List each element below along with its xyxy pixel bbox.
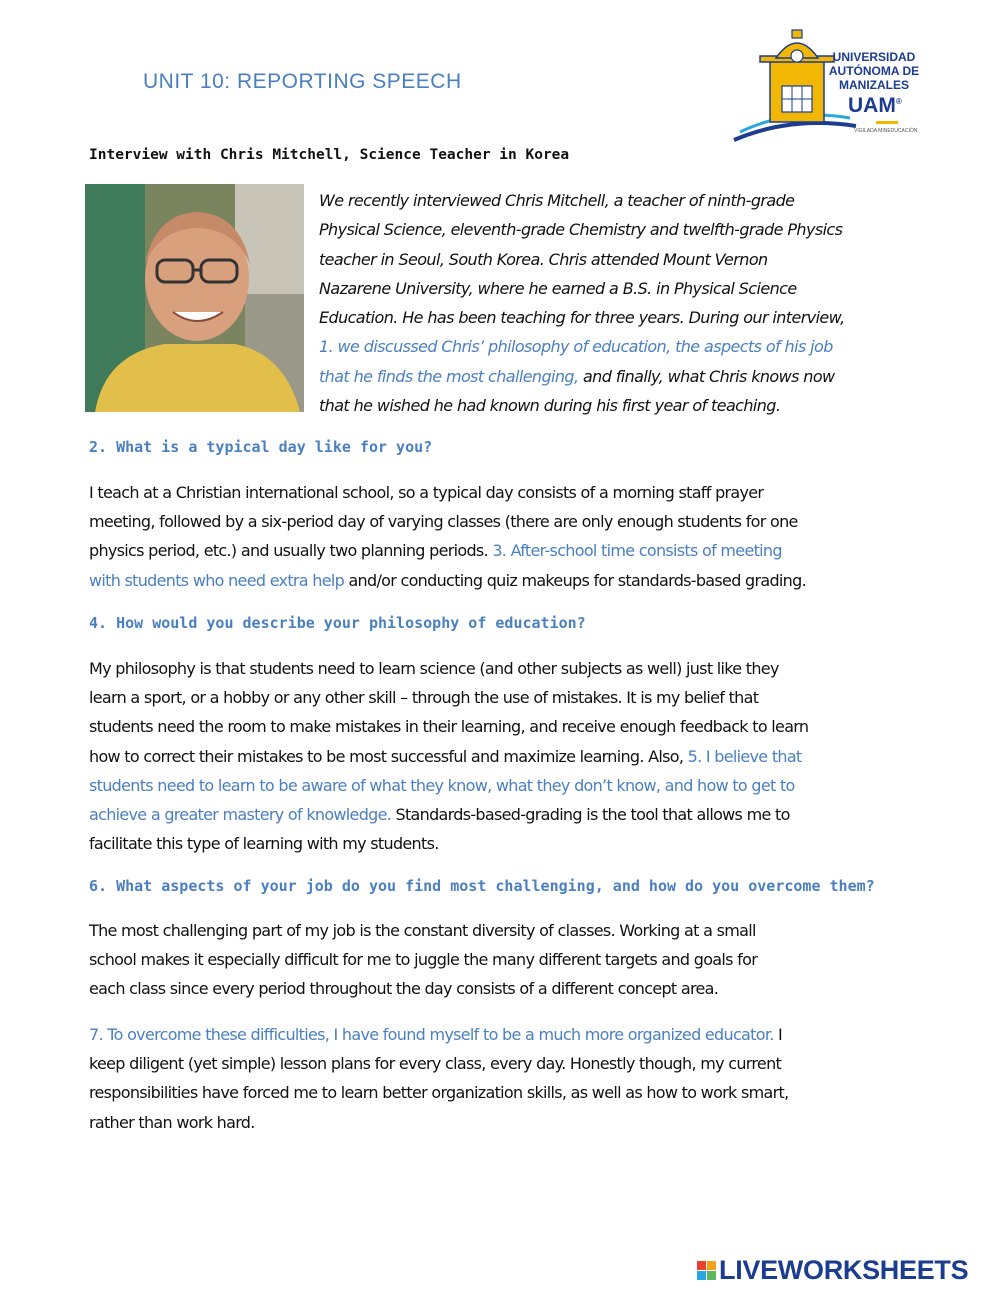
answer-6-paragraph: The most challenging part of my job is the constant diversity of classes. Working at a small school makes it especially difficult for me to juggle the many different targets and goals for each class since every period throughout the day consists of a different concept area. — [89, 921, 758, 999]
liveworksheets-brand — [697, 1252, 968, 1288]
logo-underline — [876, 121, 898, 124]
answer-3-highlight: 3. After-school time consists of meeting — [492, 541, 782, 561]
answer-2-paragraph: I teach at a Christian international school, so a typical day consists of a morning staff prayer meeting, followed by a six-period day of varying classes (there are only enough students for one physics period, etc.) and usually two planning periods. 3. After-school time consists of meeting with students who need extra help and/or conducting quiz makeups for standards-based grading. — [89, 483, 806, 590]
logo-university-name: UNIVERSIDAD AUTÓNOMA DE MANIZALES — [828, 50, 920, 92]
logo-abbreviation: UAM® — [848, 94, 902, 117]
answer-3-highlight-end: with students who need extra help — [89, 570, 345, 590]
answer-7-paragraph: 7. To overcome these difficulties, I have found myself to be a much more organized educator. I keep diligent (yet simple) lesson plans for every class, every day. Honestly though, my current responsibilities have forced me to learn better organization skills, as well as how to work smart, rather than work hard. — [89, 1025, 789, 1132]
answer-1-highlight-end: that he finds the most challenging, — [319, 366, 579, 386]
answer-5-highlight-end: achieve a greater mastery of knowledge. — [89, 805, 392, 825]
answer-4-paragraph: My philosophy is that students need to learn science (and other subjects as well) just like they learn a sport, or a hobby or any other skill – through the use of mistakes. It is my belief that students need the room to make mistakes in their learning, and receive enough feedback to learn how to correct their mistakes to be most successful and maximize learning. Also, 5. I believe that students need to learn to be aware of what they know, what they don’t know, and how to get to achieve a greater mastery of knowledge. Standards-based-grading is the tool that allows me to facilitate this type of learning with my students. — [89, 654, 919, 858]
liveworksheets-wordmark: LIVEWORKSHEETS — [719, 1254, 969, 1285]
portrait-image — [85, 184, 304, 412]
question-4: 4. How would you describe your philosophy of education? — [89, 614, 586, 632]
answer-5-highlight: 5. I believe that — [687, 746, 802, 766]
question-6: 6. What aspects of your job do you find most challenging, and how do you overcome them? — [89, 877, 875, 895]
logo-tagline: VIGILADA MINEDUCACIÓN — [854, 128, 918, 134]
question-2: 2. What is a typical day like for you? — [89, 438, 433, 456]
teacher-portrait-photo — [85, 184, 304, 412]
answer-5-highlight-mid: students need to learn to be aware of what they know, what they don’t know, and how to get to — [89, 775, 795, 795]
interview-intro: We recently interviewed Chris Mitchell, a teacher of ninth-grade Physical Science, eleventh-grade Chemistry and twelfth-grade Physics teacher in Seoul, South Korea. Chris attended Mount Vernon Nazarene University, where he earned a B.S. in Physical Science Education. He has been teaching for three years. During our interview, 1. we discussed Chris’ philosophy of education, the aspects of his job that he finds the most challenging, and finally, what Chris knows now that he wished he had known during his first year of teaching. — [319, 186, 919, 420]
interview-title: Interview with Chris Mitchell, Science Teacher in Korea — [89, 147, 570, 163]
answer-1-highlight: 1. we discussed Chris’ philosophy of education, the aspects of his job — [319, 337, 833, 357]
liveworksheets-logo-icon — [697, 1261, 716, 1280]
answer-7-highlight: 7. To overcome these difficulties, I have found myself to be a much more organized educator. — [89, 1025, 774, 1044]
page-title: UNIT 10: REPORTING SPEECH — [143, 70, 462, 93]
university-logo — [730, 28, 930, 146]
